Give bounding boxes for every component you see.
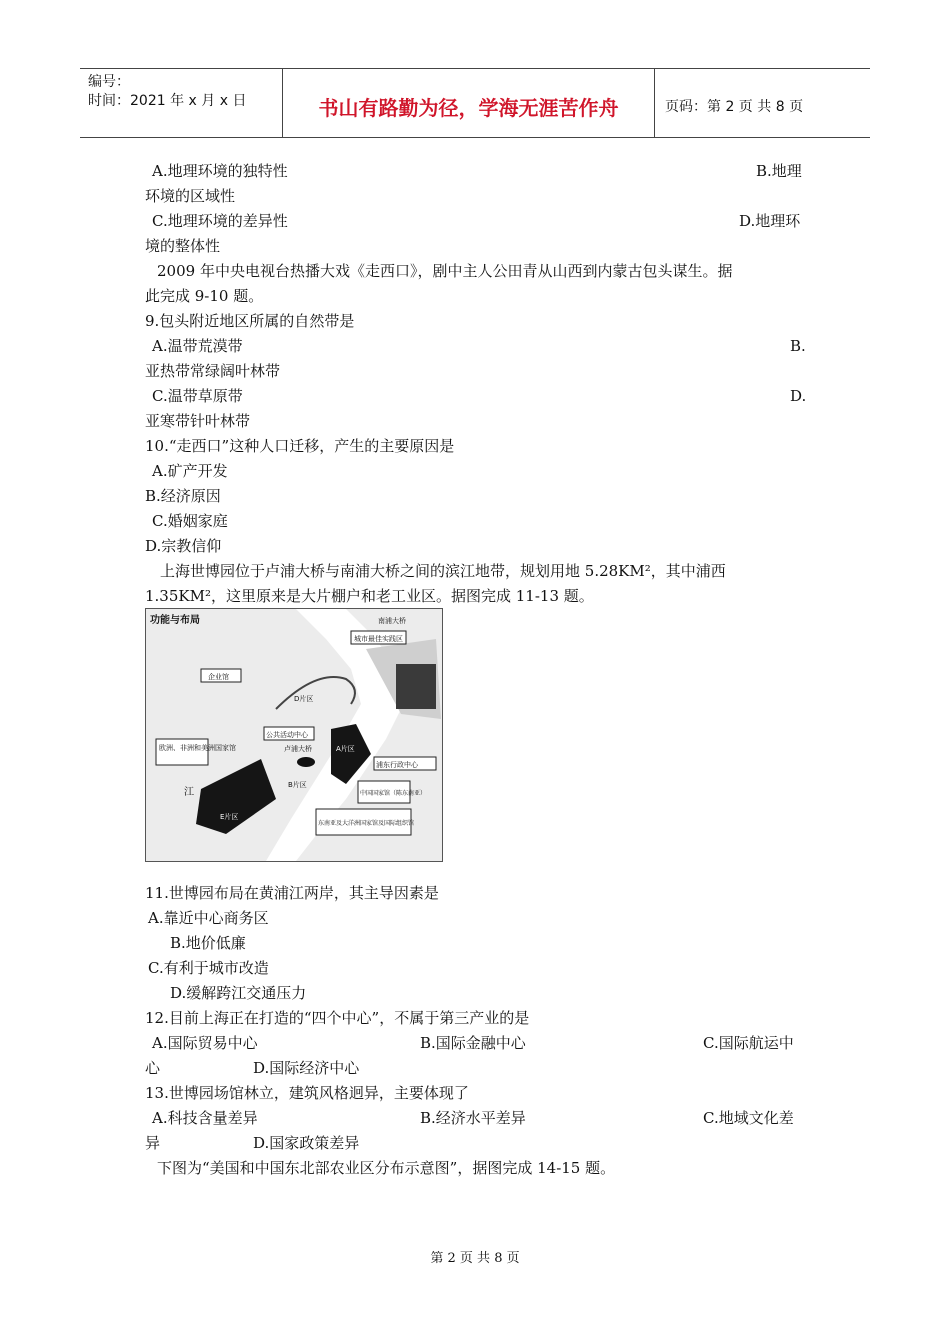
option-9a: A.温带荒漠带: [152, 337, 243, 355]
passage-zouxikou-cont: 此完成 9-10 题。: [145, 287, 264, 305]
page-header: [80, 68, 870, 138]
option-13a: A.科技含量差异: [152, 1109, 258, 1127]
option-12c-cont: 心: [145, 1059, 161, 1077]
label-d-zone: D片区: [294, 695, 314, 703]
option-9d: D.: [790, 387, 807, 405]
option-10b: B.经济原因: [145, 487, 221, 505]
code-label: 编号：: [88, 74, 130, 90]
passage-agriculture: 下图为“美国和中国东北部农业区分布示意图”，据图完成 14-15 题。: [157, 1159, 616, 1177]
label-river: 江: [184, 787, 194, 798]
label-public-center: 公共活动中心: [266, 731, 308, 739]
label-box-europe: [156, 739, 208, 765]
option-12a: A.国际贸易中心: [152, 1034, 258, 1052]
label-urban-best: 城市最佳实践区: [354, 635, 403, 643]
label-lupu-bridge: 卢浦大桥: [284, 745, 312, 753]
label-china-pavilion: 中国国家馆（陈东南亚）: [360, 790, 427, 797]
option-9b-cont: 亚热带常绿阔叶林带: [145, 362, 281, 380]
header-meta: [80, 69, 283, 137]
option-11a: A.靠近中心商务区: [148, 909, 269, 927]
option-12d: D.国际经济中心: [253, 1059, 360, 1077]
option-11c: C.有利于城市改造: [148, 959, 269, 977]
option-10a: A.矿产开发: [152, 462, 228, 480]
option-13c-cont: 异: [145, 1134, 161, 1152]
expo-map-svg: [146, 609, 442, 861]
option-8d: D.地理环: [739, 212, 801, 230]
option-8b: B.地理: [756, 162, 802, 180]
page-footer: 第 2 页 共 8 页: [430, 1251, 520, 1266]
question-13: 13.世博园场馆林立，建筑风格迥异，主要体现了: [145, 1084, 469, 1102]
question-10: 10.“走西口”这种人口迁移，产生的主要原因是: [145, 437, 455, 455]
time-label: 时间：2021 年 x 月 x 日: [88, 93, 247, 109]
option-8c: C.地理环境的差异性: [152, 212, 288, 230]
question-12: 12.目前上海正在打造的“四个中心”，不属于第三产业的是: [145, 1009, 530, 1027]
option-8a: A.地理环境的独特性: [152, 162, 288, 180]
option-11b: B.地价低廉: [170, 934, 246, 952]
option-8d-cont: 境的整体性: [145, 237, 221, 255]
label-b-zone: B片区: [288, 781, 307, 789]
header-motto: 书山有路勤为径，学海无涯苦作舟: [283, 69, 655, 137]
label-europe-zone: 欧洲、非洲和美洲国家馆: [159, 744, 236, 752]
question-9: 9.包头附近地区所属的自然带是: [145, 312, 355, 330]
label-e-zone: E片区: [220, 813, 239, 821]
label-asia-oceania: 东南亚及大洋洲国家馆及国际组织馆: [318, 820, 415, 827]
option-9b: B.: [790, 337, 806, 355]
passage-expo: 上海世博园位于卢浦大桥与南浦大桥之间的滨江地带，规划用地 5.28KM²，其中浦西: [160, 562, 726, 580]
question-11: 11.世博园布局在黄浦江两岸，其主导因素是: [145, 884, 439, 902]
option-10d: D.宗教信仰: [145, 537, 222, 555]
label-pudong-center: 浦东行政中心: [376, 761, 418, 769]
label-nanpu-bridge: 南浦大桥: [378, 617, 406, 625]
option-9d-cont: 亚寒带针叶林带: [145, 412, 251, 430]
passage-expo-cont: 1.35KM²，这里原来是大片棚户和老工业区。据图完成 11-13 题。: [145, 587, 594, 605]
map-dark-block: [396, 664, 436, 709]
option-12b: B.国际金融中心: [420, 1034, 526, 1052]
label-a-zone: A片区: [336, 745, 355, 753]
map-title: 功能与布局: [150, 615, 200, 626]
option-13d: D.国家政策差异: [253, 1134, 360, 1152]
option-13c: C.地域文化差: [703, 1109, 794, 1127]
label-enterprise: 企业馆: [208, 673, 229, 681]
header-page-info: 页码：第 2 页 共 8 页: [665, 99, 804, 115]
option-13b: B.经济水平差异: [420, 1109, 526, 1127]
option-8b-cont: 环境的区域性: [145, 187, 236, 205]
option-10c: C.婚姻家庭: [152, 512, 228, 530]
option-11d: D.缓解跨江交通压力: [170, 984, 307, 1002]
option-12c: C.国际航运中: [703, 1034, 794, 1052]
expo-layout-map: [145, 608, 443, 862]
map-expo-axis: [297, 757, 315, 767]
passage-zouxikou: 2009 年中央电视台热播大戏《走西口》，剧中主人公田青从山西到内蒙古包头谋生。据: [157, 262, 733, 280]
option-9c: C.温带草原带: [152, 387, 243, 405]
